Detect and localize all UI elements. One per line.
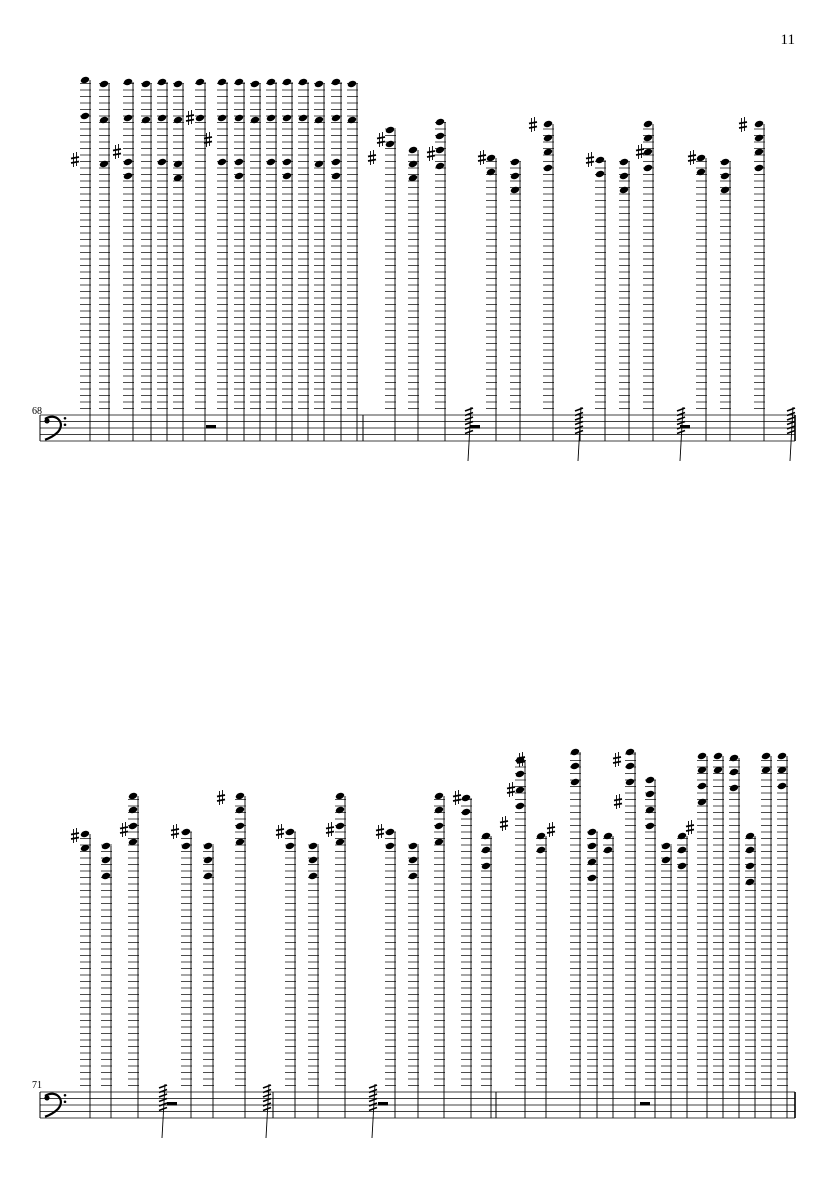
note-head <box>282 114 292 123</box>
note-head <box>195 78 205 87</box>
chord <box>536 832 547 1118</box>
note-head <box>80 830 90 839</box>
sharp-icon <box>636 144 644 159</box>
note-head <box>385 828 395 837</box>
note-head <box>314 160 324 169</box>
chord <box>266 78 277 441</box>
note-head <box>101 856 111 865</box>
note-head <box>141 116 151 125</box>
system-1 <box>40 76 795 461</box>
chord <box>461 794 472 1118</box>
note-head <box>80 76 90 85</box>
note-head <box>595 170 605 179</box>
chord <box>331 78 342 441</box>
chord <box>481 832 492 1118</box>
note-head <box>385 140 395 149</box>
note-head <box>157 158 167 167</box>
note-head <box>645 790 655 799</box>
sharp-icon <box>171 824 179 839</box>
sharp-icon <box>613 752 621 767</box>
note-head <box>266 158 276 167</box>
chord <box>720 158 731 441</box>
note-head <box>697 782 707 791</box>
note-head <box>298 114 308 123</box>
note-head <box>335 792 345 801</box>
note-head <box>385 126 395 135</box>
note-head <box>587 874 597 883</box>
note-head <box>385 842 395 851</box>
chord <box>729 754 740 1118</box>
chord <box>99 80 110 441</box>
note-head <box>101 872 111 881</box>
note-head <box>347 116 357 125</box>
note-head <box>510 172 520 181</box>
note-head <box>587 858 597 867</box>
page-number: 11 <box>780 32 795 48</box>
chord <box>661 842 672 1118</box>
note-head <box>434 792 444 801</box>
note-head <box>645 806 655 815</box>
note-head <box>570 762 580 771</box>
note-head <box>777 782 787 791</box>
note-head <box>481 832 491 841</box>
sharp-icon <box>529 117 537 132</box>
sharp-icon <box>507 782 515 797</box>
note-head <box>697 798 707 807</box>
sharp-icon <box>688 150 696 165</box>
chord <box>101 842 112 1118</box>
note-head <box>285 828 295 837</box>
note-head <box>217 158 227 167</box>
note-head <box>696 168 706 177</box>
note-head <box>282 172 292 181</box>
measure-number-71: 71 <box>32 1080 42 1091</box>
note-head <box>331 114 341 123</box>
note-head <box>173 80 183 89</box>
note-head <box>266 78 276 87</box>
note-head <box>298 78 308 87</box>
chord <box>777 752 788 1118</box>
rest-icon <box>167 1102 177 1106</box>
note-head <box>181 828 191 837</box>
chord <box>173 80 184 441</box>
note-head <box>308 872 318 881</box>
note-head <box>123 114 133 123</box>
note-head <box>157 78 167 87</box>
sharp-icon <box>478 150 486 165</box>
chord <box>347 80 358 441</box>
note-head <box>570 748 580 757</box>
note-head <box>729 754 739 763</box>
chord <box>645 776 656 1118</box>
note-head <box>128 792 138 801</box>
note-head <box>101 842 111 851</box>
chord <box>80 830 91 1118</box>
chord <box>486 154 497 441</box>
note-head <box>234 172 244 181</box>
note-head <box>720 158 730 167</box>
chord <box>298 78 309 441</box>
chord <box>677 832 688 1118</box>
note-head <box>570 778 580 787</box>
chord <box>697 752 708 1118</box>
note-head <box>619 172 629 181</box>
note-head <box>745 862 755 871</box>
note-head <box>587 828 597 837</box>
note-head <box>408 160 418 169</box>
chord <box>543 120 554 441</box>
note-head <box>481 846 491 855</box>
note-head <box>761 752 771 761</box>
note-head <box>643 134 653 143</box>
note-head <box>697 752 707 761</box>
note-head <box>285 842 295 851</box>
chord <box>434 792 445 1118</box>
chord <box>314 80 325 441</box>
sharp-icon <box>71 152 79 167</box>
note-head <box>619 186 629 195</box>
sharp-icon <box>276 824 284 839</box>
note-head <box>314 116 324 125</box>
chord <box>308 842 319 1118</box>
note-head <box>217 78 227 87</box>
note-head <box>435 118 445 127</box>
chord <box>217 78 228 441</box>
chord <box>570 748 581 1118</box>
note-head <box>745 878 755 887</box>
note-head <box>282 158 292 167</box>
note-head <box>434 806 444 815</box>
note-head <box>720 186 730 195</box>
note-head <box>486 168 496 177</box>
note-head <box>481 862 491 871</box>
sharp-icon <box>186 110 194 125</box>
note-head <box>250 80 260 89</box>
note-head <box>308 842 318 851</box>
chord <box>408 842 419 1118</box>
note-head <box>99 116 109 125</box>
note-head <box>331 78 341 87</box>
note-head <box>510 186 520 195</box>
note-head <box>777 752 787 761</box>
note-head <box>235 806 245 815</box>
sharp-icon <box>500 816 508 831</box>
sharp-icon <box>120 822 128 837</box>
note-head <box>408 146 418 155</box>
note-head <box>729 768 739 777</box>
sharp-icon <box>614 794 622 809</box>
note-head <box>434 822 444 831</box>
note-head <box>217 114 227 123</box>
chord <box>754 120 765 441</box>
note-head <box>347 80 357 89</box>
note-head <box>625 778 635 787</box>
note-head <box>677 862 687 871</box>
sharp-icon <box>547 822 555 837</box>
chord <box>603 832 614 1118</box>
note-head <box>141 80 151 89</box>
note-head <box>754 120 764 129</box>
chord <box>141 80 152 441</box>
note-head <box>587 842 597 851</box>
note-head <box>195 114 205 123</box>
note-head <box>543 164 553 173</box>
note-head <box>282 78 292 87</box>
note-head <box>643 120 653 129</box>
note-head <box>510 158 520 167</box>
note-head <box>308 856 318 865</box>
note-head <box>486 154 496 163</box>
rest-icon <box>640 1102 650 1106</box>
sharp-icon <box>377 132 385 147</box>
chord <box>435 118 446 441</box>
chord <box>713 752 724 1118</box>
chord <box>408 146 419 441</box>
note-head <box>536 832 546 841</box>
note-head <box>235 822 245 831</box>
note-head <box>745 846 755 855</box>
note-head <box>677 846 687 855</box>
note-head <box>266 114 276 123</box>
note-head <box>250 116 260 125</box>
note-head <box>335 806 345 815</box>
chord <box>235 792 246 1118</box>
chord <box>335 792 346 1118</box>
chord <box>625 748 636 1118</box>
note-head <box>713 752 723 761</box>
note-head <box>625 762 635 771</box>
chord <box>696 154 707 441</box>
note-head <box>661 842 671 851</box>
note-head <box>331 172 341 181</box>
chord <box>385 828 396 1118</box>
sharp-icon <box>71 828 79 843</box>
note-head <box>677 832 687 841</box>
note-head <box>123 158 133 167</box>
chord <box>285 828 296 1118</box>
note-head <box>603 832 613 841</box>
note-head <box>645 776 655 785</box>
note-head <box>435 132 445 141</box>
note-head <box>435 146 445 155</box>
sharp-icon <box>427 146 435 161</box>
note-head <box>234 158 244 167</box>
note-head <box>696 154 706 163</box>
note-head <box>234 114 244 123</box>
note-head <box>645 822 655 831</box>
note-head <box>314 80 324 89</box>
sharp-icon <box>113 144 121 159</box>
chord <box>619 158 630 441</box>
note-head <box>515 770 525 779</box>
rest-icon <box>206 425 216 429</box>
note-head <box>235 792 245 801</box>
note-head <box>128 822 138 831</box>
note-head <box>619 158 629 167</box>
chord <box>510 158 521 441</box>
chord <box>385 126 396 441</box>
chord <box>595 156 606 441</box>
sharp-icon <box>586 152 594 167</box>
system-2 <box>40 748 795 1138</box>
note-head <box>720 172 730 181</box>
note-head <box>331 158 341 167</box>
measure-number-68: 68 <box>32 406 42 417</box>
chord <box>250 80 261 441</box>
chord <box>128 792 139 1118</box>
note-head <box>99 160 109 169</box>
sharp-icon <box>326 822 334 837</box>
chord <box>123 78 134 441</box>
note-head <box>729 784 739 793</box>
note-head <box>408 872 418 881</box>
note-head <box>123 78 133 87</box>
note-head <box>515 802 525 811</box>
note-head <box>335 822 345 831</box>
sharp-icon <box>686 820 694 835</box>
chord <box>157 78 168 441</box>
note-head <box>408 842 418 851</box>
note-head <box>745 832 755 841</box>
note-head <box>80 112 90 121</box>
note-head <box>157 114 167 123</box>
note-head <box>128 806 138 815</box>
chord <box>587 828 598 1118</box>
note-head <box>595 156 605 165</box>
chord <box>282 78 293 441</box>
note-head <box>536 846 546 855</box>
note-head <box>461 794 471 803</box>
note-head <box>99 80 109 89</box>
chord <box>195 78 206 441</box>
note-head <box>173 160 183 169</box>
note-head <box>173 116 183 125</box>
note-head <box>661 856 671 865</box>
note-head <box>603 846 613 855</box>
note-head <box>643 164 653 173</box>
rest-icon <box>378 1102 388 1106</box>
note-head <box>408 856 418 865</box>
note-head <box>203 856 213 865</box>
sharp-icon <box>739 117 747 132</box>
note-head <box>234 78 244 87</box>
note-head <box>543 134 553 143</box>
sharp-icon <box>368 150 376 165</box>
chord <box>80 76 91 441</box>
chord <box>643 120 654 441</box>
note-head <box>203 842 213 851</box>
chord <box>181 828 192 1118</box>
note-head <box>435 162 445 171</box>
chord <box>761 752 772 1118</box>
chord <box>745 832 756 1118</box>
note-head <box>203 872 213 881</box>
note-head <box>754 164 764 173</box>
chord <box>203 842 214 1118</box>
chord <box>234 78 245 441</box>
note-head <box>543 120 553 129</box>
sharp-icon <box>217 790 225 805</box>
note-head <box>461 808 471 817</box>
chord <box>515 756 526 1118</box>
note-head <box>181 842 191 851</box>
sharp-icon <box>453 790 461 805</box>
note-head <box>625 748 635 757</box>
note-head <box>754 134 764 143</box>
note-head <box>123 172 133 181</box>
sharp-icon <box>376 824 384 839</box>
